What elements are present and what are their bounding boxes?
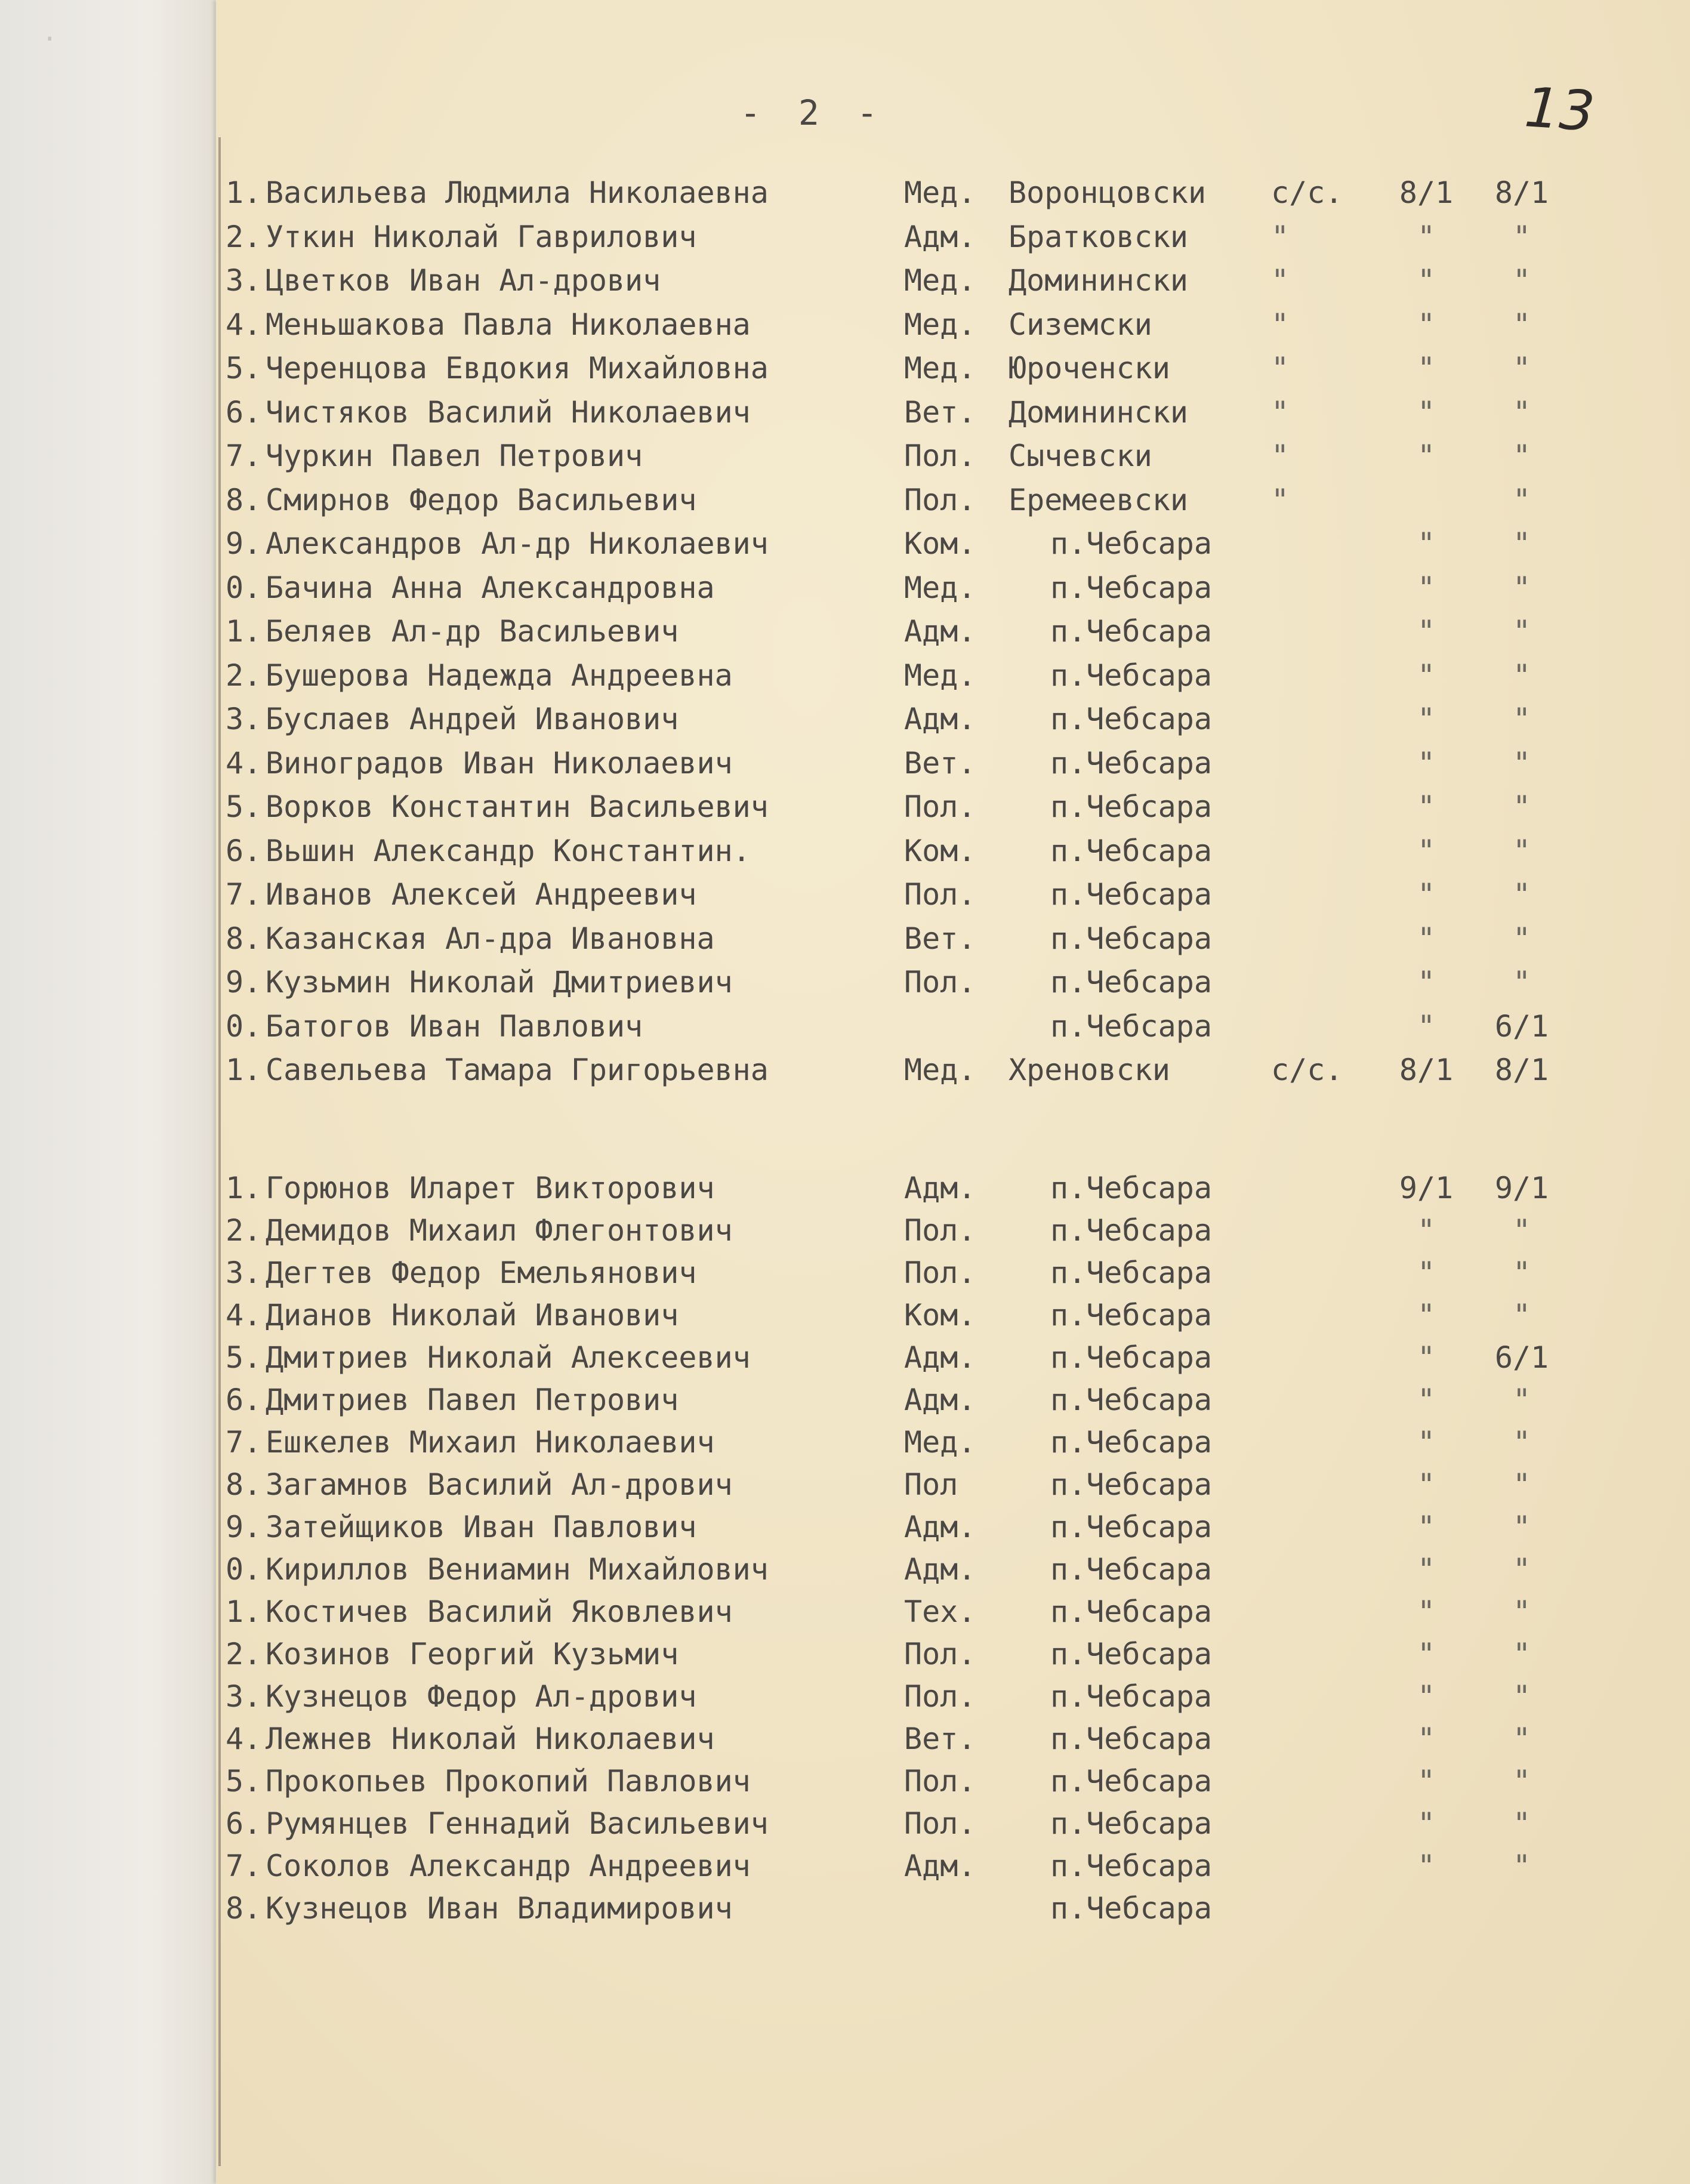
list-item xyxy=(0,1806,1690,1844)
date-column-1: " xyxy=(1417,1383,1436,1417)
date-column-1: " xyxy=(1417,1425,1436,1460)
date-column-1: " xyxy=(1417,1510,1436,1544)
row-number: 3. xyxy=(226,1256,262,1290)
row-number: 3. xyxy=(226,263,262,298)
person-name: Беляев Ал-др Васильевич xyxy=(266,614,679,649)
person-name: Иванов Алексей Андреевич xyxy=(266,877,697,912)
person-name: Козинов Георгий Кузьмич xyxy=(266,1637,679,1671)
profession-code: Пол. xyxy=(904,877,976,912)
date-column-2: " xyxy=(1512,877,1531,912)
profession-code: Пол. xyxy=(904,1213,976,1248)
list-item xyxy=(0,1008,1690,1047)
place-name: Братковски xyxy=(1009,219,1189,254)
place-name: Воронцовски xyxy=(1009,175,1207,210)
list-item xyxy=(0,789,1690,828)
settlement-type: " xyxy=(1271,307,1290,342)
place-name: п.Чебсара xyxy=(1050,1425,1212,1460)
date-column-1: " xyxy=(1417,1722,1436,1756)
profession-code: Мед. xyxy=(904,658,976,693)
place-name: Сиземски xyxy=(1009,307,1152,342)
date-column-1: " xyxy=(1417,263,1436,298)
list-item xyxy=(0,307,1690,346)
page-number: - 2 - xyxy=(740,92,886,133)
list-item xyxy=(0,1385,1690,1421)
folio-number: 13 xyxy=(1522,75,1597,144)
date-column-1: " xyxy=(1417,745,1436,781)
settlement-type: " xyxy=(1271,394,1290,430)
profession-code: Адм. xyxy=(904,1849,976,1883)
date-column-1: " xyxy=(1417,658,1436,693)
date-column-2: " xyxy=(1512,1256,1531,1290)
row-number: 7. xyxy=(226,439,262,473)
date-column-2: " xyxy=(1512,1679,1531,1714)
place-name: п.Чебсара xyxy=(1050,789,1212,824)
row-number: 5. xyxy=(226,1764,262,1799)
date-column-2: " xyxy=(1512,1722,1531,1756)
date-column-2: " xyxy=(1512,1764,1531,1799)
date-column-1: " xyxy=(1417,1637,1436,1671)
person-name: Цветков Иван Ал-дрович xyxy=(266,263,661,298)
date-column-1: " xyxy=(1417,1764,1436,1799)
row-number: 2. xyxy=(226,1213,262,1248)
list-item xyxy=(0,175,1690,214)
profession-code: Мед. xyxy=(904,570,976,605)
row-number: 3. xyxy=(226,1679,262,1714)
date-column-2: 9/1 xyxy=(1494,1171,1549,1205)
row-number: 2. xyxy=(226,219,262,254)
profession-code: Адм. xyxy=(904,1552,976,1587)
person-name: Савельева Тамара Григорьевна xyxy=(266,1053,769,1087)
list-item xyxy=(0,1340,1690,1378)
list-item xyxy=(0,745,1690,784)
date-column-1: 8/1 xyxy=(1399,1053,1454,1087)
place-name: п.Чебсара xyxy=(1050,833,1212,868)
profession-code: Ком. xyxy=(904,833,976,868)
place-name: п.Чебсара xyxy=(1050,1213,1212,1248)
date-column-2: " xyxy=(1512,1594,1531,1629)
date-column-1: " xyxy=(1417,1008,1436,1044)
place-name: п.Чебсара xyxy=(1050,1679,1212,1714)
date-column-1: " xyxy=(1417,1213,1436,1248)
date-column-2: " xyxy=(1512,1298,1531,1332)
row-number: 0. xyxy=(226,1008,262,1044)
date-column-2: " xyxy=(1512,482,1531,517)
profession-code: Ком. xyxy=(904,1298,976,1332)
date-column-2: " xyxy=(1512,745,1531,781)
profession-code: Тех. xyxy=(904,1594,976,1629)
row-number: 1. xyxy=(226,1171,262,1205)
profession-code: Пол. xyxy=(904,439,976,473)
profession-code: Мед. xyxy=(904,1053,976,1087)
list-item xyxy=(0,353,1690,389)
row-number: 5. xyxy=(226,1340,262,1375)
row-number: 1. xyxy=(226,175,262,210)
place-name: Юроченски xyxy=(1009,351,1170,385)
person-name: Васильева Людмила Николаевна xyxy=(266,175,769,210)
row-number: 5. xyxy=(226,351,262,385)
date-column-2: " xyxy=(1512,1806,1531,1841)
person-name: Черенцова Евдокия Михайловна xyxy=(266,351,769,385)
row-number: 1. xyxy=(226,614,262,649)
date-column-1: " xyxy=(1417,394,1436,430)
date-column-2: " xyxy=(1512,1425,1531,1460)
date-column-2: " xyxy=(1512,439,1531,473)
place-name: п.Чебсара xyxy=(1050,1298,1212,1332)
list-item xyxy=(0,441,1690,477)
profession-code: Адм. xyxy=(904,1340,976,1375)
date-column-2: " xyxy=(1512,1637,1531,1671)
place-name: п.Чебсара xyxy=(1050,570,1212,605)
list-item xyxy=(0,1300,1690,1336)
person-name: Кузнецов Иван Владимирович xyxy=(266,1891,733,1926)
profession-code: Мед. xyxy=(904,1425,976,1460)
list-item xyxy=(0,482,1690,521)
row-number: 2. xyxy=(226,658,262,693)
date-column-2: " xyxy=(1512,1383,1531,1417)
row-number: 9. xyxy=(226,526,262,561)
date-column-1: " xyxy=(1417,789,1436,824)
list-item xyxy=(0,704,1690,740)
date-column-1: " xyxy=(1417,614,1436,649)
list-item xyxy=(0,1724,1690,1760)
place-name: п.Чебсара xyxy=(1050,1256,1212,1290)
ghost-mark: · xyxy=(42,24,58,54)
profession-code: Пол. xyxy=(904,965,976,1000)
list-item xyxy=(0,1173,1690,1209)
place-name: п.Чебсара xyxy=(1050,1552,1212,1587)
list-item xyxy=(0,1851,1690,1887)
date-column-2: " xyxy=(1512,921,1531,956)
person-name: Меньшакова Павла Николаевна xyxy=(266,307,751,342)
date-column-1: " xyxy=(1417,570,1436,605)
date-column-2: " xyxy=(1512,1552,1531,1587)
list-item xyxy=(0,1639,1690,1675)
profession-code: Адм. xyxy=(904,614,976,649)
row-number: 8. xyxy=(226,1467,262,1502)
place-name: п.Чебсара xyxy=(1050,965,1212,1000)
profession-code: Мед. xyxy=(904,175,976,210)
list-item xyxy=(0,570,1690,609)
row-number: 7. xyxy=(226,1849,262,1883)
profession-code: Пол. xyxy=(904,1806,976,1841)
date-column-1: " xyxy=(1417,351,1436,385)
date-column-2: " xyxy=(1512,1510,1531,1544)
row-number: 1. xyxy=(226,1053,262,1087)
list-item xyxy=(0,1258,1690,1294)
date-column-1: " xyxy=(1417,1256,1436,1290)
person-name: Дмитриев Николай Алексеевич xyxy=(266,1340,751,1375)
profession-code: Ком. xyxy=(904,526,976,561)
list-item xyxy=(0,658,1690,696)
settlement-type: " xyxy=(1271,263,1290,298)
profession-code: Адм. xyxy=(904,1383,976,1417)
date-column-1: " xyxy=(1417,1340,1436,1375)
person-name: Дианов Николай Иванович xyxy=(266,1298,679,1332)
person-name: Виноградов Иван Николаевич xyxy=(266,745,733,781)
row-number: 4. xyxy=(226,1298,262,1332)
profession-code: Пол. xyxy=(904,482,976,517)
place-name: п.Чебсара xyxy=(1050,1594,1212,1629)
row-number: 8. xyxy=(226,921,262,956)
place-name: п.Чебсара xyxy=(1050,1510,1212,1544)
place-name: п.Чебсара xyxy=(1050,702,1212,736)
person-name: Прокопьев Прокопий Павлович xyxy=(266,1764,751,1799)
person-name: Загамнов Василий Ал-дрович xyxy=(266,1467,733,1502)
place-name: п.Чебсара xyxy=(1050,921,1212,956)
row-number: 0. xyxy=(226,570,262,605)
row-number: 3. xyxy=(226,702,262,736)
place-name: п.Чебсара xyxy=(1050,877,1212,912)
date-column-2: " xyxy=(1512,263,1531,298)
person-name: Чистяков Василий Николаевич xyxy=(266,394,751,430)
person-name: Горюнов Иларет Викторович xyxy=(266,1171,715,1205)
place-name: п.Чебсара xyxy=(1050,745,1212,781)
profession-code: Мед. xyxy=(904,351,976,385)
date-column-1: 9/1 xyxy=(1399,1171,1454,1205)
person-name: Дегтев Федор Емельянович xyxy=(266,1256,697,1290)
profession-code: Адм. xyxy=(904,1510,976,1544)
profession-code: Вет. xyxy=(904,745,976,781)
date-column-1: " xyxy=(1417,921,1436,956)
date-column-2: 8/1 xyxy=(1494,1053,1549,1087)
list-item xyxy=(0,394,1690,433)
date-column-2: " xyxy=(1512,789,1531,824)
date-column-2: " xyxy=(1512,570,1531,605)
place-name: п.Чебсара xyxy=(1050,1008,1212,1044)
person-name: Лежнев Николай Николаевич xyxy=(266,1722,715,1756)
place-name: п.Чебсара xyxy=(1050,1849,1212,1883)
place-name: п.Чебсара xyxy=(1050,1637,1212,1671)
person-name: Александров Ал-др Николаевич xyxy=(266,526,769,561)
list-item xyxy=(0,1893,1690,1929)
row-number: 7. xyxy=(226,877,262,912)
date-column-1: " xyxy=(1417,439,1436,473)
date-column-1: " xyxy=(1417,1679,1436,1714)
person-name: Вьшин Александр Константин. xyxy=(266,833,751,868)
date-column-2: " xyxy=(1512,1849,1531,1883)
date-column-1: " xyxy=(1417,1594,1436,1629)
profession-code: Вет. xyxy=(904,921,976,956)
row-number: 9. xyxy=(226,1510,262,1544)
date-column-2: " xyxy=(1512,702,1531,736)
profession-code: Вет. xyxy=(904,1722,976,1756)
person-name: Демидов Михаил Флегонтович xyxy=(266,1213,733,1248)
row-number: 6. xyxy=(226,833,262,868)
date-column-2: " xyxy=(1512,526,1531,561)
settlement-type: с/с. xyxy=(1271,175,1343,210)
person-name: Смирнов Федор Васильевич xyxy=(266,482,697,517)
date-column-2: 8/1 xyxy=(1494,175,1549,210)
place-name: п.Чебсара xyxy=(1050,1467,1212,1502)
row-number: 4. xyxy=(226,1722,262,1756)
date-column-2: " xyxy=(1512,614,1531,649)
person-name: Казанская Ал-дра Ивановна xyxy=(266,921,715,956)
place-name: п.Чебсара xyxy=(1050,1383,1212,1417)
date-column-2: " xyxy=(1512,219,1531,254)
date-column-1: " xyxy=(1417,877,1436,912)
settlement-type: " xyxy=(1271,482,1290,517)
person-name: Соколов Александр Андреевич xyxy=(266,1849,751,1883)
profession-code: Пол xyxy=(904,1467,958,1502)
date-column-2: " xyxy=(1512,394,1531,430)
date-column-2: 6/1 xyxy=(1494,1008,1549,1044)
row-number: 2. xyxy=(226,1637,262,1671)
date-column-2: " xyxy=(1512,1213,1531,1248)
person-name: Бушерова Надежда Андреевна xyxy=(266,658,733,693)
place-name: п.Чебсара xyxy=(1050,1891,1212,1926)
profession-code: Вет. xyxy=(904,394,976,430)
profession-code: Мед. xyxy=(904,263,976,298)
place-name: п.Чебсара xyxy=(1050,1764,1212,1799)
place-name: п.Чебсара xyxy=(1050,614,1212,649)
place-name: п.Чебсара xyxy=(1050,1171,1212,1205)
row-number: 4. xyxy=(226,745,262,781)
place-name: п.Чебсара xyxy=(1050,658,1212,693)
profession-code: Пол. xyxy=(904,1679,976,1714)
date-column-2: 6/1 xyxy=(1494,1340,1549,1375)
person-name: Буслаев Андрей Иванович xyxy=(266,702,679,736)
list-item xyxy=(0,526,1690,564)
place-name: п.Чебсара xyxy=(1050,1340,1212,1375)
list-item xyxy=(0,1427,1690,1463)
date-column-1: " xyxy=(1417,1298,1436,1332)
person-name: Батогов Иван Павлович xyxy=(266,1008,643,1044)
profession-code: Пол. xyxy=(904,1637,976,1671)
person-name: Чуркин Павел Петрович xyxy=(266,439,643,473)
row-number: 6. xyxy=(226,394,262,430)
settlement-type: с/с. xyxy=(1271,1053,1343,1087)
row-number: 5. xyxy=(226,789,262,824)
date-column-1: " xyxy=(1417,1552,1436,1587)
profession-code: Мед. xyxy=(904,307,976,342)
profession-code: Адм. xyxy=(904,219,976,254)
date-column-2: " xyxy=(1512,965,1531,1000)
person-name: Уткин Николай Гаврилович xyxy=(266,219,697,254)
date-column-1: " xyxy=(1417,1806,1436,1841)
list-item xyxy=(0,1467,1690,1506)
place-name: п.Чебсара xyxy=(1050,1722,1212,1756)
person-name: Румянцев Геннадий Васильевич xyxy=(266,1806,769,1841)
person-name: Кириллов Вениамин Михайлович xyxy=(266,1552,769,1587)
settlement-type: " xyxy=(1271,439,1290,473)
row-number: 9. xyxy=(226,965,262,1000)
row-number: 8. xyxy=(226,482,262,517)
person-name: Ешкелев Михаил Николаевич xyxy=(266,1425,715,1460)
row-number: 6. xyxy=(226,1383,262,1417)
profession-code: Адм. xyxy=(904,1171,976,1205)
place-name: Хреновски xyxy=(1009,1053,1170,1087)
row-number: 0. xyxy=(226,1552,262,1587)
list-item xyxy=(0,1512,1690,1548)
date-column-1: " xyxy=(1417,965,1436,1000)
list-item xyxy=(0,833,1690,872)
place-name: Еремеевски xyxy=(1009,482,1189,517)
settlement-type: " xyxy=(1271,351,1290,385)
settlement-type: " xyxy=(1271,219,1290,254)
profession-code: Пол. xyxy=(904,1256,976,1290)
row-number: 1. xyxy=(226,1594,262,1629)
person-name: Костичев Василий Яковлевич xyxy=(266,1594,733,1629)
list-item xyxy=(0,1679,1690,1717)
date-column-2: " xyxy=(1512,658,1531,693)
place-name: Доминински xyxy=(1009,263,1189,298)
person-name: Дмитриев Павел Петрович xyxy=(266,1383,679,1417)
row-number: 8. xyxy=(226,1891,262,1926)
date-column-1: " xyxy=(1417,702,1436,736)
date-column-1: " xyxy=(1417,219,1436,254)
date-column-1: " xyxy=(1417,526,1436,561)
list-item xyxy=(0,1594,1690,1633)
list-item xyxy=(0,1055,1690,1091)
place-name: Доминински xyxy=(1009,394,1189,430)
date-column-1: " xyxy=(1417,307,1436,342)
date-column-1: " xyxy=(1417,1467,1436,1502)
person-name: Ворков Константин Васильевич xyxy=(266,789,769,824)
profession-code: Пол. xyxy=(904,789,976,824)
list-item xyxy=(0,967,1690,1003)
date-column-1: " xyxy=(1417,833,1436,868)
list-item xyxy=(0,1213,1690,1251)
place-name: п.Чебсара xyxy=(1050,1806,1212,1841)
date-column-2: " xyxy=(1512,307,1531,342)
list-item xyxy=(0,219,1690,258)
person-name: Затейщиков Иван Павлович xyxy=(266,1510,697,1544)
place-name: п.Чебсара xyxy=(1050,526,1212,561)
place-name: Сычевски xyxy=(1009,439,1152,473)
person-name: Кузнецов Федор Ал-дрович xyxy=(266,1679,697,1714)
date-column-2: " xyxy=(1512,351,1531,385)
profession-code: Адм. xyxy=(904,702,976,736)
list-item xyxy=(0,1766,1690,1802)
date-column-2: " xyxy=(1512,833,1531,868)
date-column-1: 8/1 xyxy=(1399,175,1454,210)
date-column-2: " xyxy=(1512,1467,1531,1502)
profession-code: Пол. xyxy=(904,1764,976,1799)
row-number: 7. xyxy=(226,1425,262,1460)
list-item xyxy=(0,263,1690,301)
person-name: Бачина Анна Александровна xyxy=(266,570,715,605)
list-item xyxy=(0,877,1690,915)
row-number: 6. xyxy=(226,1806,262,1841)
person-name: Кузьмин Николай Дмитриевич xyxy=(266,965,733,1000)
row-number: 4. xyxy=(226,307,262,342)
list-item xyxy=(0,1554,1690,1590)
list-item xyxy=(0,921,1690,960)
list-item xyxy=(0,616,1690,652)
date-column-1: " xyxy=(1417,1849,1436,1883)
